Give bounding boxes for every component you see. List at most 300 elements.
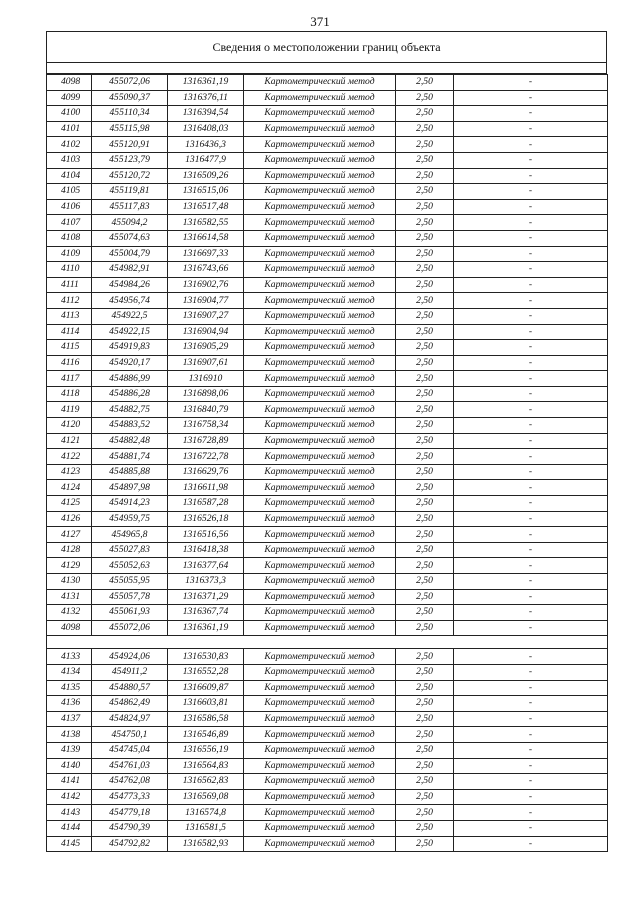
y-coordinate-cell: 1316509,26 <box>168 168 244 184</box>
accuracy-cell: 2,50 <box>396 262 454 278</box>
x-coordinate-cell: 454886,28 <box>92 386 168 402</box>
x-coordinate-cell: 454750,1 <box>92 727 168 743</box>
method-cell: Картометрический метод <box>244 121 396 137</box>
accuracy-cell: 2,50 <box>396 152 454 168</box>
description-cell: - <box>454 215 608 231</box>
method-cell: Картометрический метод <box>244 355 396 371</box>
accuracy-cell: 2,50 <box>396 324 454 340</box>
method-cell: Картометрический метод <box>244 558 396 574</box>
x-coordinate-cell: 455027,83 <box>92 542 168 558</box>
description-cell: - <box>454 106 608 122</box>
y-coordinate-cell: 1316552,28 <box>168 664 244 680</box>
y-coordinate-cell: 1316614,58 <box>168 230 244 246</box>
x-coordinate-cell: 454922,5 <box>92 308 168 324</box>
accuracy-cell: 2,50 <box>396 805 454 821</box>
description-cell: - <box>454 758 608 774</box>
point-number-cell: 4113 <box>47 308 92 324</box>
method-cell: Картометрический метод <box>244 152 396 168</box>
table-row <box>47 789 608 805</box>
accuracy-cell: 2,50 <box>396 649 454 665</box>
accuracy-cell: 2,50 <box>396 230 454 246</box>
x-coordinate-cell: 454922,15 <box>92 324 168 340</box>
y-coordinate-cell: 1316361,19 <box>168 620 244 636</box>
description-cell: - <box>454 696 608 712</box>
y-coordinate-cell: 1316728,89 <box>168 433 244 449</box>
accuracy-cell: 2,50 <box>396 542 454 558</box>
method-cell: Картометрический метод <box>244 589 396 605</box>
y-coordinate-cell: 1316562,83 <box>168 774 244 790</box>
method-cell: Картометрический метод <box>244 511 396 527</box>
method-cell: Картометрический метод <box>244 742 396 758</box>
table-row <box>47 742 608 758</box>
y-coordinate-cell: 1316515,06 <box>168 184 244 200</box>
point-number-cell: 4130 <box>47 574 92 590</box>
section-separator-cell <box>47 636 608 649</box>
point-number-cell: 4124 <box>47 480 92 496</box>
point-number-cell: 4099 <box>47 90 92 106</box>
table-row <box>47 106 608 122</box>
x-coordinate-cell: 455057,78 <box>92 589 168 605</box>
x-coordinate-cell: 454886,99 <box>92 371 168 387</box>
point-number-cell: 4137 <box>47 711 92 727</box>
y-coordinate-cell: 1316361,19 <box>168 75 244 91</box>
table-row <box>47 527 608 543</box>
table-row <box>47 480 608 496</box>
table-row <box>47 246 608 262</box>
point-number-cell: 4133 <box>47 649 92 665</box>
y-coordinate-cell: 1316367,74 <box>168 605 244 621</box>
point-number-cell: 4135 <box>47 680 92 696</box>
accuracy-cell: 2,50 <box>396 106 454 122</box>
accuracy-cell: 2,50 <box>396 789 454 805</box>
table-row <box>47 262 608 278</box>
accuracy-cell: 2,50 <box>396 168 454 184</box>
y-coordinate-cell: 1316394,54 <box>168 106 244 122</box>
description-cell: - <box>454 418 608 434</box>
method-cell: Картометрический метод <box>244 230 396 246</box>
y-coordinate-cell: 1316546,89 <box>168 727 244 743</box>
description-cell: - <box>454 589 608 605</box>
point-number-cell: 4118 <box>47 386 92 402</box>
description-cell: - <box>454 340 608 356</box>
table-row <box>47 121 608 137</box>
accuracy-cell: 2,50 <box>396 293 454 309</box>
method-cell: Картометрический метод <box>244 496 396 512</box>
point-number-cell: 4115 <box>47 340 92 356</box>
method-cell: Картометрический метод <box>244 75 396 91</box>
description-cell: - <box>454 199 608 215</box>
method-cell: Картометрический метод <box>244 727 396 743</box>
accuracy-cell: 2,50 <box>396 558 454 574</box>
point-number-cell: 4102 <box>47 137 92 153</box>
method-cell: Картометрический метод <box>244 340 396 356</box>
x-coordinate-cell: 455110,34 <box>92 106 168 122</box>
description-cell: - <box>454 774 608 790</box>
method-cell: Картометрический метод <box>244 246 396 262</box>
method-cell: Картометрический метод <box>244 836 396 852</box>
x-coordinate-cell: 455074,63 <box>92 230 168 246</box>
description-cell: - <box>454 480 608 496</box>
method-cell: Картометрический метод <box>244 293 396 309</box>
accuracy-cell: 2,50 <box>396 836 454 852</box>
y-coordinate-cell: 1316910 <box>168 371 244 387</box>
y-coordinate-cell: 1316408,03 <box>168 121 244 137</box>
point-number-cell: 4110 <box>47 262 92 278</box>
x-coordinate-cell: 455090,37 <box>92 90 168 106</box>
method-cell: Картометрический метод <box>244 215 396 231</box>
accuracy-cell: 2,50 <box>396 184 454 200</box>
point-number-cell: 4121 <box>47 433 92 449</box>
y-coordinate-cell: 1316581,5 <box>168 820 244 836</box>
x-coordinate-cell: 454824,97 <box>92 711 168 727</box>
accuracy-cell: 2,50 <box>396 496 454 512</box>
table-row <box>47 199 608 215</box>
y-coordinate-cell: 1316722,78 <box>168 449 244 465</box>
description-cell: - <box>454 277 608 293</box>
point-number-cell: 4112 <box>47 293 92 309</box>
x-coordinate-cell: 455094,2 <box>92 215 168 231</box>
method-cell: Картометрический метод <box>244 711 396 727</box>
y-coordinate-cell: 1316629,76 <box>168 464 244 480</box>
accuracy-cell: 2,50 <box>396 511 454 527</box>
table-row <box>47 355 608 371</box>
table-row <box>47 664 608 680</box>
x-coordinate-cell: 455004,79 <box>92 246 168 262</box>
x-coordinate-cell: 454965,8 <box>92 527 168 543</box>
description-cell: - <box>454 464 608 480</box>
table-row <box>47 371 608 387</box>
description-cell: - <box>454 75 608 91</box>
x-coordinate-cell: 454881,74 <box>92 449 168 465</box>
description-cell: - <box>454 386 608 402</box>
accuracy-cell: 2,50 <box>396 75 454 91</box>
x-coordinate-cell: 454883,52 <box>92 418 168 434</box>
method-cell: Картометрический метод <box>244 542 396 558</box>
description-cell: - <box>454 680 608 696</box>
header-spacer-row <box>46 63 607 74</box>
table-row <box>47 75 608 91</box>
accuracy-cell: 2,50 <box>396 664 454 680</box>
description-cell: - <box>454 527 608 543</box>
description-cell: - <box>454 184 608 200</box>
description-cell: - <box>454 664 608 680</box>
y-coordinate-cell: 1316418,38 <box>168 542 244 558</box>
point-number-cell: 4109 <box>47 246 92 262</box>
table-row <box>47 308 608 324</box>
point-number-cell: 4106 <box>47 199 92 215</box>
x-coordinate-cell: 455123,79 <box>92 152 168 168</box>
accuracy-cell: 2,50 <box>396 199 454 215</box>
point-number-cell: 4126 <box>47 511 92 527</box>
point-number-cell: 4116 <box>47 355 92 371</box>
x-coordinate-cell: 454790,39 <box>92 820 168 836</box>
document-title: Сведения о местоположении границ объекта <box>46 31 607 63</box>
table-row <box>47 464 608 480</box>
method-cell: Картометрический метод <box>244 308 396 324</box>
method-cell: Картометрический метод <box>244 168 396 184</box>
point-number-cell: 4123 <box>47 464 92 480</box>
point-number-cell: 4140 <box>47 758 92 774</box>
accuracy-cell: 2,50 <box>396 433 454 449</box>
method-cell: Картометрический метод <box>244 184 396 200</box>
y-coordinate-cell: 1316697,33 <box>168 246 244 262</box>
coordinates-table <box>46 74 608 852</box>
point-number-cell: 4134 <box>47 664 92 680</box>
table-row <box>47 774 608 790</box>
point-number-cell: 4119 <box>47 402 92 418</box>
table-row <box>47 449 608 465</box>
method-cell: Картометрический метод <box>244 262 396 278</box>
y-coordinate-cell: 1316905,29 <box>168 340 244 356</box>
point-number-cell: 4101 <box>47 121 92 137</box>
description-cell: - <box>454 90 608 106</box>
table-row <box>47 184 608 200</box>
method-cell: Картометрический метод <box>244 90 396 106</box>
description-cell: - <box>454 449 608 465</box>
table-row <box>47 168 608 184</box>
x-coordinate-cell: 454920,17 <box>92 355 168 371</box>
description-cell: - <box>454 727 608 743</box>
table-row <box>47 215 608 231</box>
accuracy-cell: 2,50 <box>396 371 454 387</box>
table-row <box>47 680 608 696</box>
x-coordinate-cell: 454862,49 <box>92 696 168 712</box>
coordinates-document <box>46 31 607 852</box>
x-coordinate-cell: 454959,75 <box>92 511 168 527</box>
method-cell: Картометрический метод <box>244 137 396 153</box>
accuracy-cell: 2,50 <box>396 340 454 356</box>
y-coordinate-cell: 1316586,58 <box>168 711 244 727</box>
description-cell: - <box>454 324 608 340</box>
point-number-cell: 4143 <box>47 805 92 821</box>
accuracy-cell: 2,50 <box>396 711 454 727</box>
description-cell: - <box>454 805 608 821</box>
method-cell: Картометрический метод <box>244 199 396 215</box>
method-cell: Картометрический метод <box>244 418 396 434</box>
x-coordinate-cell: 454956,74 <box>92 293 168 309</box>
point-number-cell: 4117 <box>47 371 92 387</box>
method-cell: Картометрический метод <box>244 371 396 387</box>
point-number-cell: 4114 <box>47 324 92 340</box>
table-row <box>47 402 608 418</box>
table-row <box>47 230 608 246</box>
description-cell: - <box>454 262 608 278</box>
x-coordinate-cell: 454897,98 <box>92 480 168 496</box>
x-coordinate-cell: 454911,2 <box>92 664 168 680</box>
table-row <box>47 574 608 590</box>
accuracy-cell: 2,50 <box>396 246 454 262</box>
description-cell: - <box>454 293 608 309</box>
y-coordinate-cell: 1316743,66 <box>168 262 244 278</box>
x-coordinate-cell: 454761,03 <box>92 758 168 774</box>
table-row <box>47 758 608 774</box>
table-row <box>47 820 608 836</box>
point-number-cell: 4111 <box>47 277 92 293</box>
method-cell: Картометрический метод <box>244 680 396 696</box>
x-coordinate-cell: 454914,23 <box>92 496 168 512</box>
method-cell: Картометрический метод <box>244 277 396 293</box>
point-number-cell: 4100 <box>47 106 92 122</box>
y-coordinate-cell: 1316907,27 <box>168 308 244 324</box>
method-cell: Картометрический метод <box>244 789 396 805</box>
x-coordinate-cell: 454762,08 <box>92 774 168 790</box>
x-coordinate-cell: 455115,98 <box>92 121 168 137</box>
point-number-cell: 4105 <box>47 184 92 200</box>
x-coordinate-cell: 454882,48 <box>92 433 168 449</box>
method-cell: Картометрический метод <box>244 574 396 590</box>
description-cell: - <box>454 355 608 371</box>
y-coordinate-cell: 1316904,77 <box>168 293 244 309</box>
x-coordinate-cell: 454773,33 <box>92 789 168 805</box>
y-coordinate-cell: 1316582,93 <box>168 836 244 852</box>
point-number-cell: 4098 <box>47 620 92 636</box>
y-coordinate-cell: 1316611,98 <box>168 480 244 496</box>
table-row <box>47 711 608 727</box>
accuracy-cell: 2,50 <box>396 620 454 636</box>
accuracy-cell: 2,50 <box>396 742 454 758</box>
table-row <box>47 418 608 434</box>
table-row <box>47 433 608 449</box>
description-cell: - <box>454 371 608 387</box>
table-row <box>47 386 608 402</box>
x-coordinate-cell: 454792,82 <box>92 836 168 852</box>
x-coordinate-cell: 455052,63 <box>92 558 168 574</box>
method-cell: Картометрический метод <box>244 527 396 543</box>
method-cell: Картометрический метод <box>244 464 396 480</box>
y-coordinate-cell: 1316907,61 <box>168 355 244 371</box>
description-cell: - <box>454 711 608 727</box>
y-coordinate-cell: 1316904,94 <box>168 324 244 340</box>
description-cell: - <box>454 542 608 558</box>
point-number-cell: 4120 <box>47 418 92 434</box>
method-cell: Картометрический метод <box>244 402 396 418</box>
y-coordinate-cell: 1316587,28 <box>168 496 244 512</box>
table-row <box>47 727 608 743</box>
accuracy-cell: 2,50 <box>396 574 454 590</box>
method-cell: Картометрический метод <box>244 774 396 790</box>
y-coordinate-cell: 1316564,83 <box>168 758 244 774</box>
table-row <box>47 293 608 309</box>
point-number-cell: 4144 <box>47 820 92 836</box>
table-row <box>47 152 608 168</box>
point-number-cell: 4108 <box>47 230 92 246</box>
method-cell: Картометрический метод <box>244 449 396 465</box>
point-number-cell: 4142 <box>47 789 92 805</box>
x-coordinate-cell: 454880,57 <box>92 680 168 696</box>
point-number-cell: 4139 <box>47 742 92 758</box>
x-coordinate-cell: 455061,93 <box>92 605 168 621</box>
x-coordinate-cell: 455119,81 <box>92 184 168 200</box>
description-cell: - <box>454 742 608 758</box>
method-cell: Картометрический метод <box>244 620 396 636</box>
accuracy-cell: 2,50 <box>396 696 454 712</box>
x-coordinate-cell: 455120,72 <box>92 168 168 184</box>
y-coordinate-cell: 1316758,34 <box>168 418 244 434</box>
accuracy-cell: 2,50 <box>396 774 454 790</box>
method-cell: Картометрический метод <box>244 696 396 712</box>
point-number-cell: 4138 <box>47 727 92 743</box>
table-row <box>47 137 608 153</box>
point-number-cell: 4098 <box>47 75 92 91</box>
table-row <box>47 90 608 106</box>
table-row <box>47 558 608 574</box>
x-coordinate-cell: 454984,26 <box>92 277 168 293</box>
point-number-cell: 4127 <box>47 527 92 543</box>
description-cell: - <box>454 230 608 246</box>
point-number-cell: 4145 <box>47 836 92 852</box>
table-row <box>47 496 608 512</box>
y-coordinate-cell: 1316436,3 <box>168 137 244 153</box>
point-number-cell: 4122 <box>47 449 92 465</box>
accuracy-cell: 2,50 <box>396 605 454 621</box>
method-cell: Картометрический метод <box>244 758 396 774</box>
x-coordinate-cell: 455117,83 <box>92 199 168 215</box>
x-coordinate-cell: 454924,06 <box>92 649 168 665</box>
method-cell: Картометрический метод <box>244 433 396 449</box>
y-coordinate-cell: 1316603,81 <box>168 696 244 712</box>
y-coordinate-cell: 1316609,87 <box>168 680 244 696</box>
accuracy-cell: 2,50 <box>396 418 454 434</box>
x-coordinate-cell: 455072,06 <box>92 75 168 91</box>
description-cell: - <box>454 121 608 137</box>
y-coordinate-cell: 1316373,3 <box>168 574 244 590</box>
y-coordinate-cell: 1316898,06 <box>168 386 244 402</box>
description-cell: - <box>454 789 608 805</box>
point-number-cell: 4131 <box>47 589 92 605</box>
method-cell: Картометрический метод <box>244 324 396 340</box>
x-coordinate-cell: 454982,91 <box>92 262 168 278</box>
table-row <box>47 649 608 665</box>
method-cell: Картометрический метод <box>244 820 396 836</box>
accuracy-cell: 2,50 <box>396 308 454 324</box>
table-row <box>47 605 608 621</box>
section-separator-row <box>47 636 608 649</box>
description-cell: - <box>454 433 608 449</box>
point-number-cell: 4129 <box>47 558 92 574</box>
x-coordinate-cell: 455120,91 <box>92 137 168 153</box>
accuracy-cell: 2,50 <box>396 121 454 137</box>
x-coordinate-cell: 454885,88 <box>92 464 168 480</box>
method-cell: Картометрический метод <box>244 386 396 402</box>
point-number-cell: 4128 <box>47 542 92 558</box>
description-cell: - <box>454 649 608 665</box>
page-number: 371 <box>310 14 330 29</box>
description-cell: - <box>454 137 608 153</box>
y-coordinate-cell: 1316517,48 <box>168 199 244 215</box>
y-coordinate-cell: 1316526,18 <box>168 511 244 527</box>
description-cell: - <box>454 246 608 262</box>
point-number-cell: 4136 <box>47 696 92 712</box>
description-cell: - <box>454 496 608 512</box>
x-coordinate-cell: 454779,18 <box>92 805 168 821</box>
y-coordinate-cell: 1316902,76 <box>168 277 244 293</box>
table-row <box>47 620 608 636</box>
table-row <box>47 277 608 293</box>
point-number-cell: 4141 <box>47 774 92 790</box>
accuracy-cell: 2,50 <box>396 680 454 696</box>
y-coordinate-cell: 1316556,19 <box>168 742 244 758</box>
x-coordinate-cell: 455055,95 <box>92 574 168 590</box>
y-coordinate-cell: 1316530,83 <box>168 649 244 665</box>
table-row <box>47 589 608 605</box>
accuracy-cell: 2,50 <box>396 402 454 418</box>
point-number-cell: 4107 <box>47 215 92 231</box>
description-cell: - <box>454 168 608 184</box>
table-row <box>47 836 608 852</box>
method-cell: Картометрический метод <box>244 106 396 122</box>
description-cell: - <box>454 402 608 418</box>
y-coordinate-cell: 1316840,79 <box>168 402 244 418</box>
